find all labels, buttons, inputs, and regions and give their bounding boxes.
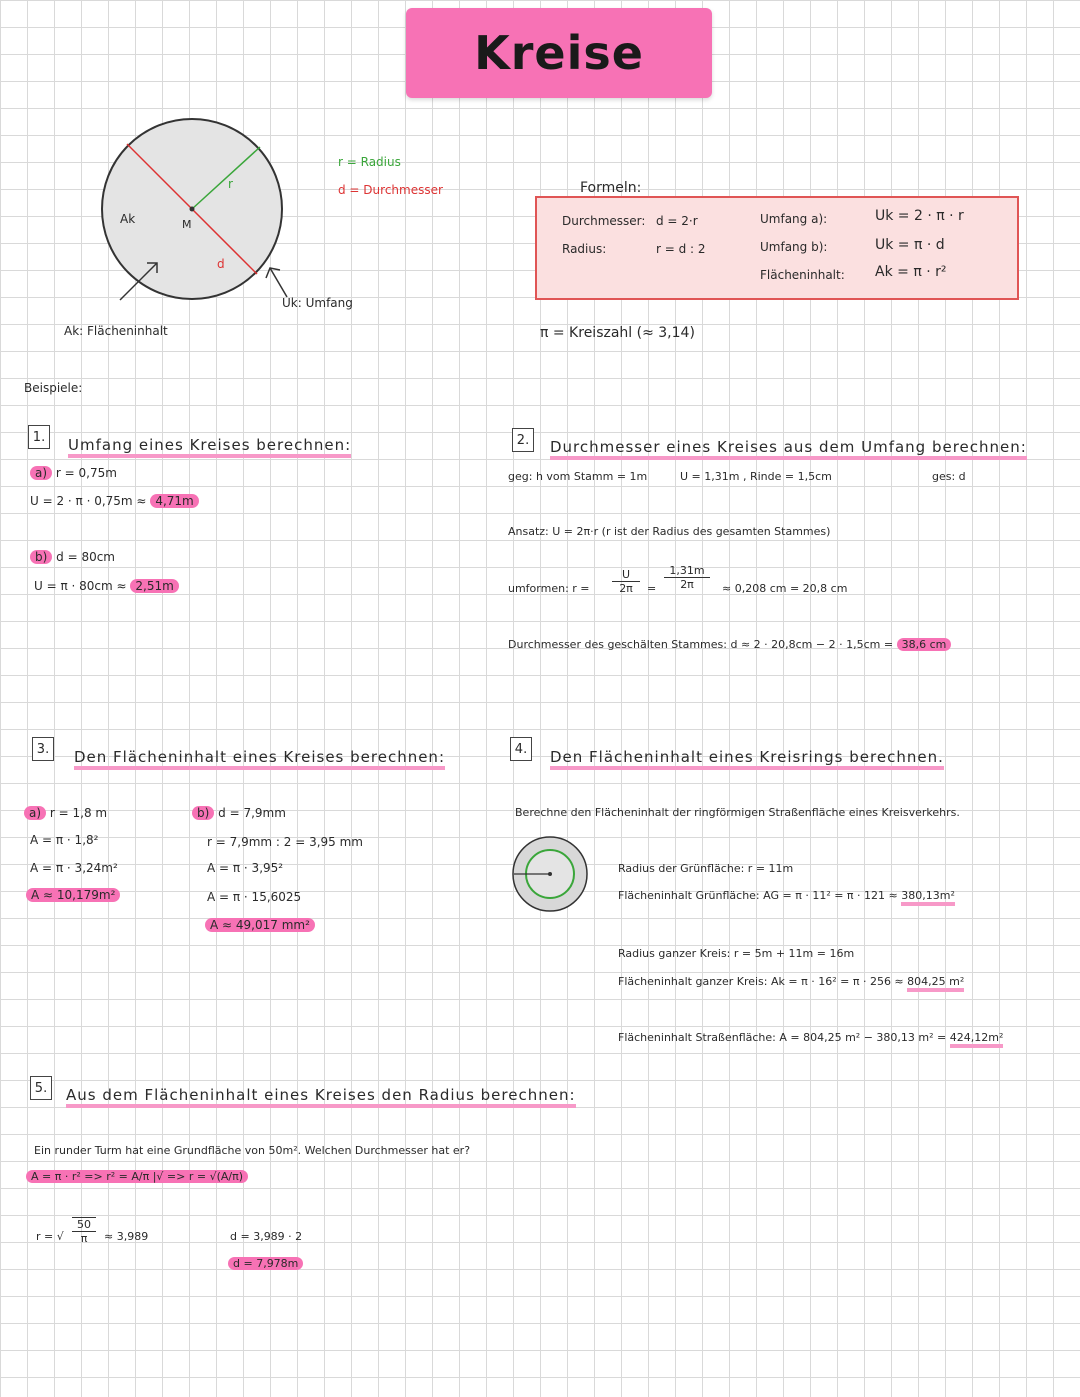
s5-r-frac-den: π bbox=[72, 1231, 96, 1245]
s5-r-frac bbox=[72, 1217, 96, 1245]
circumference-caption: Uk: Umfang bbox=[282, 296, 353, 310]
section-3-heading: Den Flächeninhalt eines Kreises berechnen: bbox=[74, 748, 445, 770]
legend-diameter: d = Durchmesser bbox=[338, 183, 443, 197]
area-caption: Ak: Flächeninhalt bbox=[64, 324, 168, 338]
formel-radius-label: Radius: bbox=[562, 242, 607, 256]
s2-ansatz: Ansatz: U = 2π·r (r ist der Radius des gesamten Stammes) bbox=[508, 525, 831, 538]
s3-b-line2: r = 7,9mm : 2 = 3,95 mm bbox=[207, 835, 363, 849]
s2-frac2-den: 2π bbox=[664, 577, 710, 591]
s4-line4: Flächeninhalt ganzer Kreis: Ak = π · 16² = π · 256 ≈ bbox=[618, 975, 904, 988]
s3-a-line3: A = π · 3,24m² bbox=[30, 861, 118, 875]
s2-equals: = bbox=[647, 582, 657, 595]
s2-geg-u: U = 1,31m , Rinde = 1,5cm bbox=[680, 470, 832, 483]
s2-durchmesser-text: Durchmesser des geschälten Stammes: d ≈ 2 · 20,8cm − 2 · 1,5cm = bbox=[508, 638, 894, 651]
s3-a-label: a) bbox=[24, 806, 46, 820]
s1-b-calc: U = π · 80cm ≈ bbox=[34, 579, 127, 593]
s5-task: Ein runder Turm hat eine Grundfläche von 50m². Welchen Durchmesser hat er? bbox=[34, 1144, 471, 1157]
beispiele-label: Beispiele: bbox=[24, 381, 83, 395]
s2-umformen-label: umformen: r = bbox=[508, 582, 590, 595]
section-2-heading: Durchmesser eines Kreises aus dem Umfang berechnen: bbox=[550, 438, 1027, 460]
legend-radius: r = Radius bbox=[338, 155, 401, 169]
s2-frac1-num: U bbox=[621, 568, 631, 581]
formel-durchmesser: d = 2·r bbox=[656, 214, 698, 228]
s3-a-line2: A = π · 1,8² bbox=[30, 833, 99, 847]
s3-b-line1: d = 7,9mm bbox=[218, 806, 286, 820]
s5-r-result: ≈ 3,989 bbox=[104, 1230, 149, 1243]
s3-b-result: A ≈ 49,017 mm² bbox=[205, 918, 315, 932]
pi-note: π = Kreiszahl (≈ 3,14) bbox=[540, 325, 695, 341]
s2-frac2-num: 1,31m bbox=[669, 564, 705, 577]
ring-diagram bbox=[510, 834, 590, 914]
section-5-heading: Aus dem Flächeninhalt eines Kreises den Radius berechnen: bbox=[66, 1086, 576, 1108]
s2-frac2 bbox=[664, 564, 710, 591]
s4-line5: Flächeninhalt Straßenfläche: A = 804,25 m² − 380,13 m² = bbox=[618, 1031, 947, 1044]
s1-a-given: r = 0,75m bbox=[55, 466, 117, 480]
area-arrow-icon bbox=[115, 255, 165, 305]
formel-umfang-b-label: Umfang b): bbox=[760, 240, 828, 254]
formel-umfang-b: Uk = π · d bbox=[875, 237, 945, 253]
s3-b-line4: A = π · 15,6025 bbox=[207, 890, 302, 904]
diagram-area-label: Ak bbox=[120, 212, 136, 226]
s4-line3: Radius ganzer Kreis: r = 5m + 11m = 16m bbox=[618, 947, 855, 960]
section-1-number: 1. bbox=[28, 425, 50, 449]
s2-frac1 bbox=[612, 568, 640, 595]
s3-a-result: A ≈ 10,179m² bbox=[26, 888, 120, 902]
s4-line5-result: 424,12m² bbox=[950, 1031, 1004, 1048]
s5-d-result: d = 7,978m bbox=[228, 1257, 303, 1270]
section-2-number: 2. bbox=[512, 428, 534, 452]
s1-a-result: 4,71m bbox=[150, 494, 198, 508]
s5-formula: A = π · r² => r² = A/π |√ => r = √(A/π) bbox=[26, 1170, 248, 1183]
formeln-heading: Formeln: bbox=[580, 180, 642, 196]
s2-geg-label: geg: bbox=[508, 470, 533, 483]
s4-line2: Flächeninhalt Grünfläche: AG = π · 11² = π · 121 ≈ bbox=[618, 889, 898, 902]
s3-a-line1: r = 1,8 m bbox=[49, 806, 108, 820]
s4-task: Berechne den Flächeninhalt der ringförmigen Straßenfläche eines Kreisverkehrs. bbox=[515, 806, 960, 819]
s2-frac1-den: 2π bbox=[612, 581, 640, 595]
diagram-diameter-label: d bbox=[217, 257, 225, 271]
title-banner bbox=[406, 8, 712, 98]
s4-line2-result: 380,13m² bbox=[901, 889, 955, 906]
s1-a-label: a) bbox=[30, 466, 52, 480]
formel-umfang-a-label: Umfang a): bbox=[760, 212, 828, 226]
diagram-center-label: M bbox=[182, 218, 192, 231]
s1-b-label: b) bbox=[30, 550, 52, 564]
formel-flaeche-label: Flächeninhalt: bbox=[760, 268, 845, 282]
section-4-number: 4. bbox=[510, 737, 532, 761]
section-5-number: 5. bbox=[30, 1076, 52, 1100]
formel-umfang-a: Uk = 2 · π · r bbox=[875, 208, 964, 224]
center-point bbox=[190, 207, 195, 212]
s2-durchmesser-result: 38,6 cm bbox=[897, 638, 952, 651]
s4-line1: Radius der Grünfläche: r = 11m bbox=[618, 862, 794, 875]
s4-line4-result: 804,25 m² bbox=[907, 975, 964, 992]
s5-r-frac-num: 50 bbox=[77, 1218, 91, 1231]
page-title: Kreise bbox=[474, 26, 644, 80]
s3-b-line3: A = π · 3,95² bbox=[207, 861, 284, 875]
formel-flaeche: Ak = π · r² bbox=[875, 264, 947, 280]
section-3-number: 3. bbox=[32, 737, 54, 761]
s2-geg-h: h vom Stamm = 1m bbox=[535, 470, 648, 483]
s1-a-calc: U = 2 · π · 0,75m ≈ bbox=[30, 494, 147, 508]
s5-d-calc: d = 3,989 · 2 bbox=[230, 1230, 303, 1243]
diagram-radius-label: r bbox=[228, 177, 233, 191]
section-4-heading: Den Flächeninhalt eines Kreisrings berechnen. bbox=[550, 748, 944, 770]
section-1-heading: Umfang eines Kreises berechnen: bbox=[68, 436, 351, 458]
s1-b-result: 2,51m bbox=[130, 579, 178, 593]
formel-radius: r = d : 2 bbox=[656, 242, 706, 256]
s1-b-given: d = 80cm bbox=[56, 550, 115, 564]
s5-r-prefix: r = √ bbox=[36, 1230, 64, 1243]
formel-durchmesser-label: Durchmesser: bbox=[562, 214, 646, 228]
s2-umformen-result: ≈ 0,208 cm = 20,8 cm bbox=[722, 582, 848, 595]
s2-ges: ges: d bbox=[932, 470, 966, 483]
s3-b-label: b) bbox=[192, 806, 214, 820]
